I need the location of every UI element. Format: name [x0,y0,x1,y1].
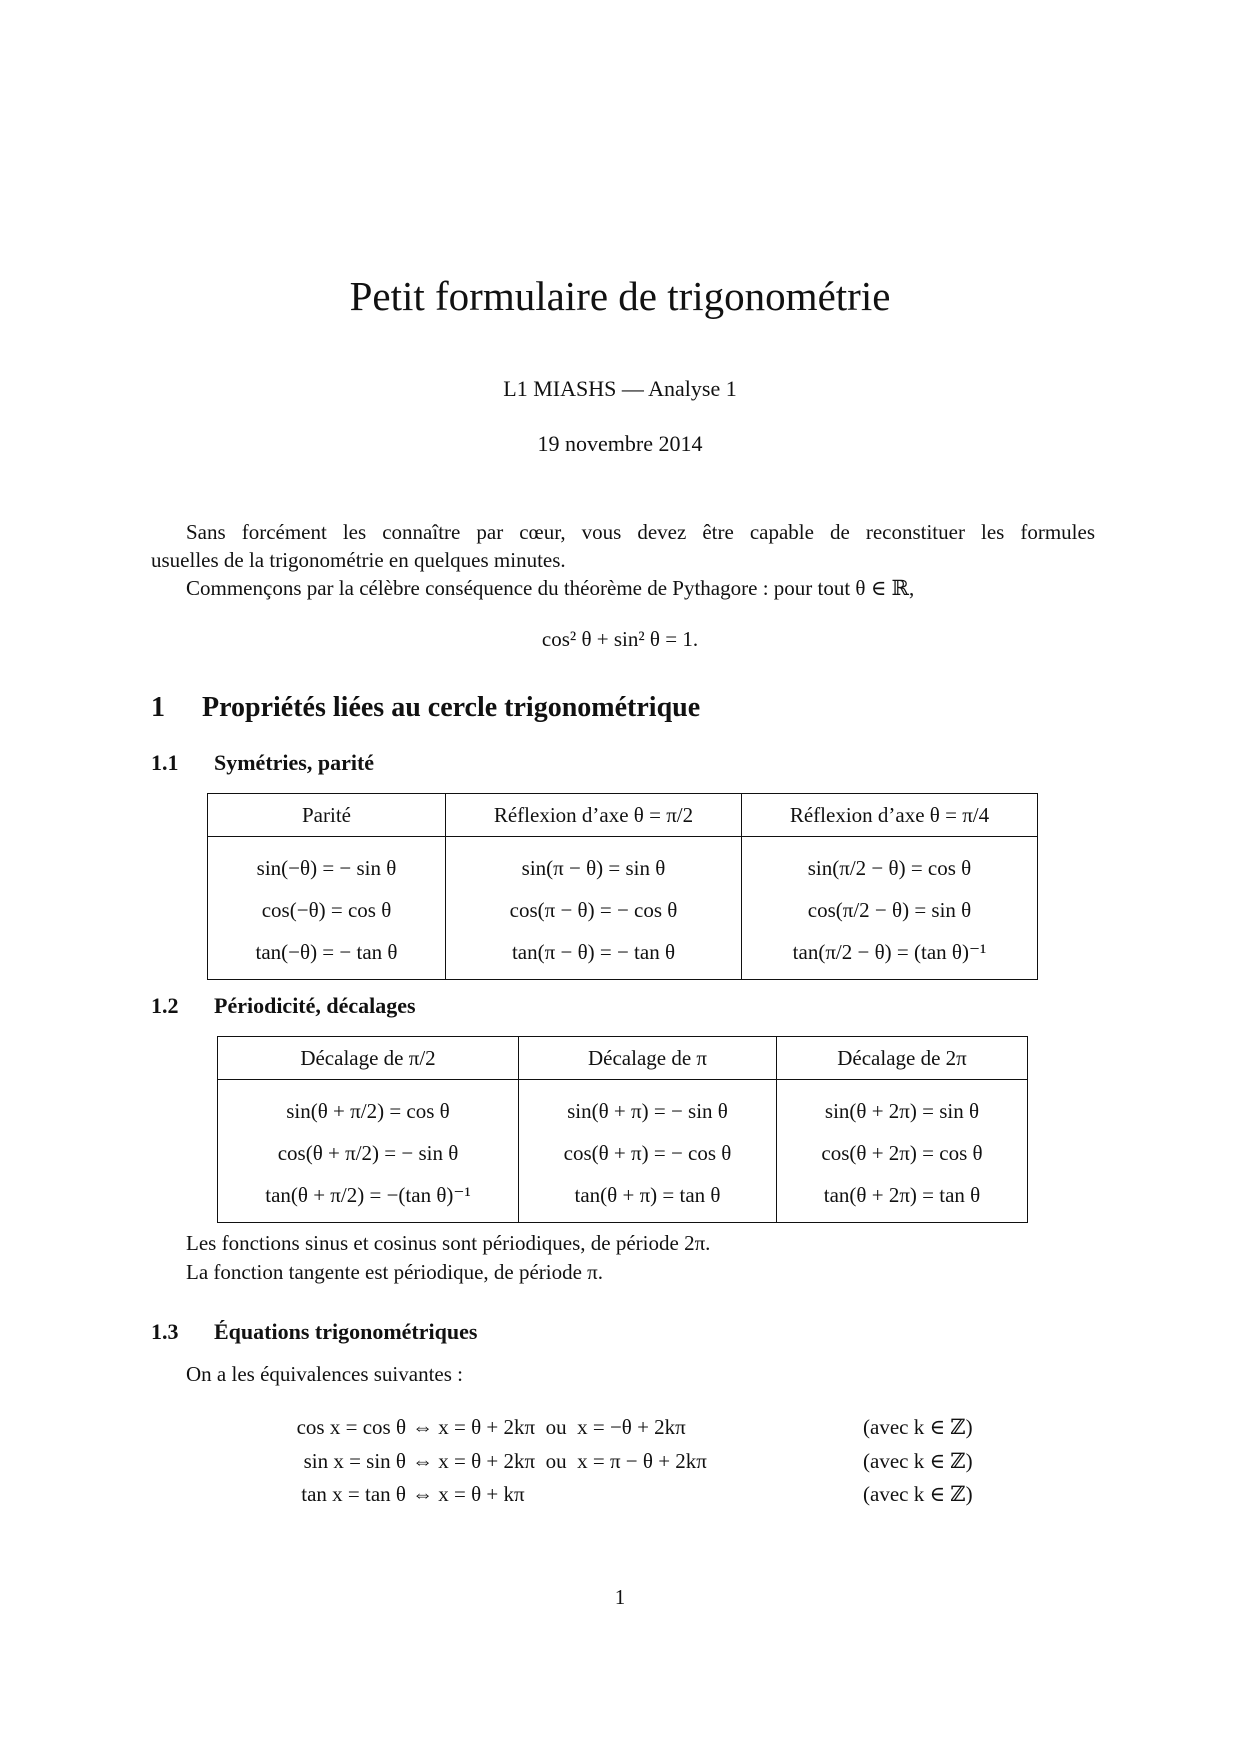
subsection-number: 1.3 [151,1319,179,1344]
document-title: Petit formulaire de trigonométrie [349,273,891,319]
table-cell: tan(θ + 2π) = tan θ [777,1174,1028,1223]
table-cell: tan(θ + π/2) = −(tan θ)⁻¹ [218,1174,519,1223]
table-header: Décalage de 2π [777,1037,1028,1080]
periodicity-table [217,1036,1028,1223]
section-number: 1 [151,692,165,723]
table-cell: sin(θ + π) = − sin θ [519,1080,777,1133]
pythagoras-equation: cos² θ + sin² θ = 1. [541,627,699,651]
table-cell: cos(θ + π) = − cos θ [519,1132,777,1174]
intro-line-3: Commençons par la célèbre conséquence du théorème de Pythagore : pour tout θ ∈ ℝ, [186,576,915,600]
table-cell: sin(π − θ) = sin θ [446,837,742,890]
table-header: Réflexion d’axe θ = π/2 [446,794,742,837]
equation-rhs: ⇔ x = θ + kπ [412,1482,525,1506]
equation-condition: (avec k ∈ ℤ) [863,1415,973,1439]
table-header: Parité [208,794,446,837]
table-cell: tan(−θ) = − tan θ [208,931,446,980]
equation-lhs: tan x = tan θ [301,1482,406,1506]
table-header: Réflexion d’axe θ = π/4 [742,794,1038,837]
table-cell: cos(π − θ) = − cos θ [446,889,742,931]
subsection-1-3-heading [151,1319,477,1345]
table-cell: cos(θ + π/2) = − sin θ [218,1132,519,1174]
table-cell: sin(−θ) = − sin θ [208,837,446,890]
equation-rhs: ⇔ x = θ + 2kπ ou x = π − θ + 2kπ [412,1449,707,1473]
equation-lhs: cos x = cos θ [296,1415,406,1439]
intro-line-1: Sans forcément les connaître par cœur, vous devez être capable de reconstituer les formules [186,520,1095,544]
subsection-1-1-heading [151,750,374,776]
table-cell: cos(π/2 − θ) = sin θ [742,889,1038,931]
periodicity-notes [186,1229,710,1287]
table-cell: tan(π − θ) = − tan θ [446,931,742,980]
equation-condition: (avec k ∈ ℤ) [863,1449,973,1473]
table-header: Décalage de π/2 [218,1037,519,1080]
page-number: 1 [614,1585,626,1609]
table-header: Décalage de π [519,1037,777,1080]
table-cell: tan(π/2 − θ) = (tan θ)⁻¹ [742,931,1038,980]
document-date: 19 novembre 2014 [537,431,703,456]
subsection-number: 1.1 [151,750,179,775]
subsection-number: 1.2 [151,993,179,1018]
table-cell: cos(θ + 2π) = cos θ [777,1132,1028,1174]
section-1-heading [151,692,700,724]
table-cell: sin(θ + π/2) = cos θ [218,1080,519,1133]
section-title: Propriétés liées au cercle trigonométrique [202,692,701,723]
equations-intro: On a les équivalences suivantes : [186,1362,463,1386]
document-subtitle: L1 MIASHS — Analyse 1 [503,376,737,401]
table-cell: cos(−θ) = cos θ [208,889,446,931]
subsection-title: Équations trigonométriques [214,1319,478,1344]
subsection-1-2-heading [151,993,416,1019]
table-cell: tan(θ + π) = tan θ [519,1174,777,1223]
intro-paragraph [151,518,1095,602]
equation-condition: (avec k ∈ ℤ) [863,1482,973,1506]
equation-lhs: sin x = sin θ [303,1449,406,1473]
symmetry-table [207,793,1038,980]
equation-rhs: ⇔ x = θ + 2kπ ou x = −θ + 2kπ [412,1415,686,1439]
note-tan: La fonction tangente est périodique, de période π. [186,1260,604,1284]
subsection-title: Périodicité, décalages [214,993,416,1018]
note-sin-cos: Les fonctions sinus et cosinus sont périodiques, de période 2π. [186,1231,711,1255]
intro-line-2: usuelles de la trigonométrie en quelques minutes. [151,548,566,572]
table-cell: sin(θ + 2π) = sin θ [777,1080,1028,1133]
subsection-title: Symétries, parité [214,750,375,775]
table-cell: sin(π/2 − θ) = cos θ [742,837,1038,890]
